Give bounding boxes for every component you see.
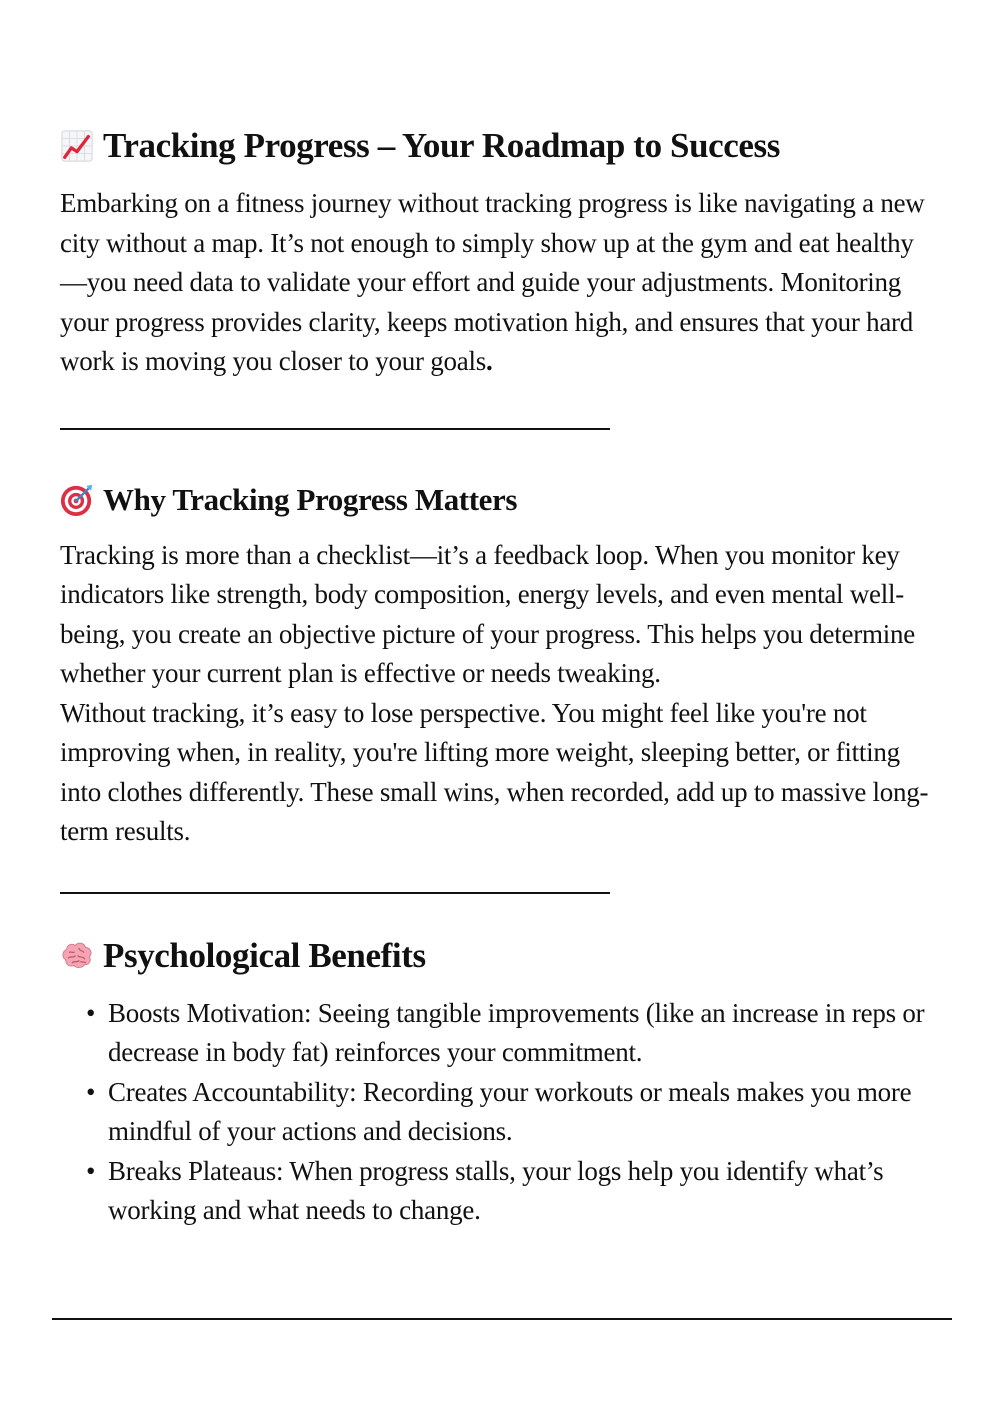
benefits-list [60, 994, 940, 1231]
section-title-psychological-benefits [60, 930, 940, 982]
list-item [86, 994, 940, 1073]
brain-icon [60, 939, 94, 973]
list-item [86, 1152, 940, 1231]
section-divider [60, 428, 610, 430]
direct-hit-target-icon [60, 483, 94, 517]
intro-paragraph [60, 184, 940, 382]
list-item-text: Creates Accountability: Recording your workouts or meals makes you more mindful of your actions and decisions. [108, 1076, 912, 1146]
bullet: • [86, 1155, 96, 1186]
intro-paragraph-text: Embarking on a fitness journey without tracking progress is like navigating a new city without a map. It’s not enough to simply show up at the gym and eat healthy—you need data to validate your effort and guide your adjustments. Monitoring your progress provides clarity, keeps motivation high, and ensures that your hard work is moving you closer to your goals [60, 188, 925, 376]
intro-paragraph-end: . [485, 346, 493, 376]
section-divider [60, 892, 610, 894]
bullet: • [86, 1076, 96, 1107]
why-paragraph-2: Without tracking, it’s easy to lose perspective. You might feel like you're not improving when, in reality, you're lifting more weight, sleeping better, or fitting into clothes differently. These small wins, when recorded, add up to massive long-term results. [60, 697, 929, 846]
why-paragraph-1: Tracking is more than a checklist—it’s a feedback loop. When you monitor key indicators like strength, body composition, energy levels, and even mental well-being, you create an objective picture of your progress. This helps you determine whether your current plan is effective or needs tweaking. [60, 539, 915, 688]
footer-divider [52, 1318, 952, 1320]
list-item [86, 1073, 940, 1152]
bullet: • [86, 997, 96, 1028]
section-title-text: Tracking Progress – Your Roadmap to Success [103, 126, 780, 165]
chart-increasing-icon [60, 129, 94, 163]
list-item-text: Boosts Motivation: Seeing tangible improvements (like an increase in reps or decrease in body fat) reinforces your commitment. [108, 997, 925, 1067]
section-title-tracking-progress [60, 120, 940, 172]
section-title-text: Why Tracking Progress Matters [103, 481, 518, 517]
section-title-why-tracking [60, 478, 940, 522]
list-item-text: Breaks Plateaus: When progress stalls, your logs help you identify what’s working and what needs to change. [108, 1155, 884, 1225]
document-content [60, 120, 940, 1231]
section-title-text: Psychological Benefits [103, 935, 426, 975]
